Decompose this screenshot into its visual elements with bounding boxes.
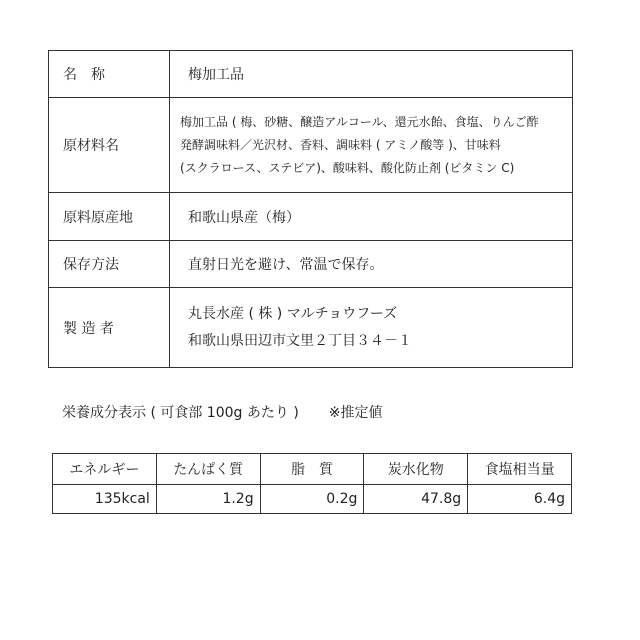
spec-label-name: 名 称 [49,51,170,98]
spec-row-manufacturer [49,288,573,368]
nutrition-value-protein: 1.2g [156,485,260,514]
spec-value-origin [170,193,573,241]
nutrition-header-row [53,454,572,485]
spec-row-ingredients [49,98,573,193]
spec-label-manufacturer: 製 造 者 [49,288,170,368]
nutrition-title-line [62,402,383,422]
spec-value-ingredients [170,98,573,193]
spec-value-line: 梅加工品 ( 梅、砂糖、醸造アルコール、還元水飴、食塩、りんご酢 [180,114,539,129]
spec-label-storage: 保存方法 [49,241,170,288]
nutrition-value-energy: 135kcal [53,485,157,514]
nutrition-header-carbohydrate: 炭水化物 [364,454,468,485]
spec-value-line: 丸長水産 ( 株 ) マルチョウフーズ [188,305,398,322]
nutrition-value-row [53,485,572,514]
nutrition-value-salt: 6.4g [468,485,572,514]
nutrition-table [52,453,572,514]
spec-label-ingredients: 原材料名 [49,98,170,193]
spec-value-line: 直射日光を避け、常温で保存。 [188,257,384,273]
spec-value-name [170,51,573,98]
spec-value-line: 発酵調味料／光沢材、香料、調味料 ( アミノ酸等 )、甘味料 [180,137,501,152]
nutrition-header-fat: 脂 質 [260,454,364,485]
spec-row-storage [49,241,573,288]
nutrition-value-carbohydrate: 47.8g [364,485,468,514]
spec-row-origin [49,193,573,241]
nutrition-header-energy: エネルギー [53,454,157,485]
nutrition-header-protein: たんぱく質 [156,454,260,485]
spec-value-storage [170,241,573,288]
spec-label-origin: 原料原産地 [49,193,170,241]
spec-value-line: (スクラロース、ステビア)、酸味料、酸化防止剤 (ビタミン C) [180,160,515,175]
spec-value-manufacturer [170,288,573,368]
nutrition-title: 栄養成分表示 ( 可食部 100g あたり ) [62,405,299,421]
spec-value-line: 梅加工品 [188,67,244,83]
nutrition-value-fat: 0.2g [260,485,364,514]
nutrition-header-salt: 食塩相当量 [468,454,572,485]
spec-value-line: 和歌山県田辺市文里２丁目３４－１ [188,332,412,349]
product-spec-table [48,50,573,368]
estimate-note: ※推定値 [328,405,383,421]
spec-value-line: 和歌山県産（梅） [188,209,300,226]
spec-row-name [49,51,573,98]
